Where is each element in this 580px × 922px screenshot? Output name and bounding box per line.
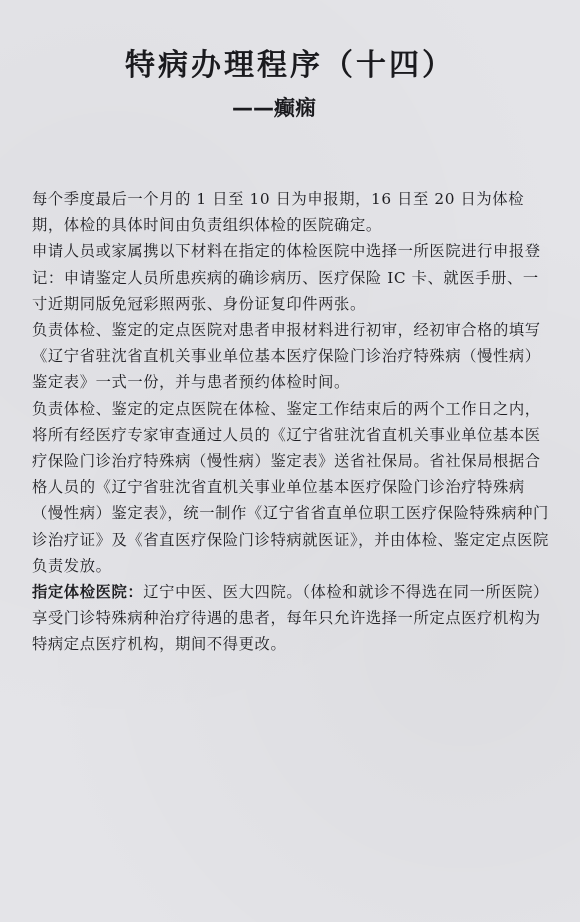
document-subtitle: ——癫痫 [232,96,316,120]
paragraph-initial-review: 负责体检、鉴定的定点医院对患者申报材料进行初审，经初审合格的填写《辽宁省驻沈省直机关事业单位基本医疗保险门诊治疗特殊病（慢性病）鉴定表》一式一份，并与患者预约体检时间。 [32,321,541,392]
paragraph-submission: 负责体检、鉴定的定点医院在体检、鉴定工作结束后的两个工作日之内，将所有经医疗专家审查通过人员的《辽宁省驻沈省直机关事业单位基本医疗保险门诊治疗特殊病（慢性病）鉴定表》送省社保局。省社保局根据合格人员的《辽宁省驻沈省直机关事业单位基本医疗保险门诊治疗特殊病（慢性病）鉴定表》，统一制作《辽宁省省直单位职工医疗保险特殊病种门诊治疗证》及《省直医疗保险门诊特病就医证》，并由体检、鉴定定点医院负责发放。 [32,399,549,575]
document-title: 特病办理程序（十四） [125,48,455,83]
paragraph-designated-hospitals [32,579,554,605]
paragraph-materials: 申请人员或家属携以下材料在指定的体检医院中选择一所医院进行申报登记：申请鉴定人员所患疾病的确诊病历、医疗保险 IC 卡、就医手册、一寸近期同版免冠彩照两张、身份证复印件两张。 [32,242,541,313]
designated-label: 指定体检医院： [32,583,144,602]
paragraph-restriction: 享受门诊特殊病种治疗待遇的患者，每年只允许选择一所定点医疗机构为特病定点医疗机构，期间不得更改。 [32,609,541,654]
document-body [32,186,554,658]
designated-text: 辽宁中医、医大四院。（体检和就诊不得选在同一所医院） [143,583,549,602]
paragraph-schedule: 每个季度最后一个月的 1 日至 10 日为申报期，16 日至 20 日为体检期，体检的具体时间由负责组织体检的医院确定。 [32,190,525,235]
